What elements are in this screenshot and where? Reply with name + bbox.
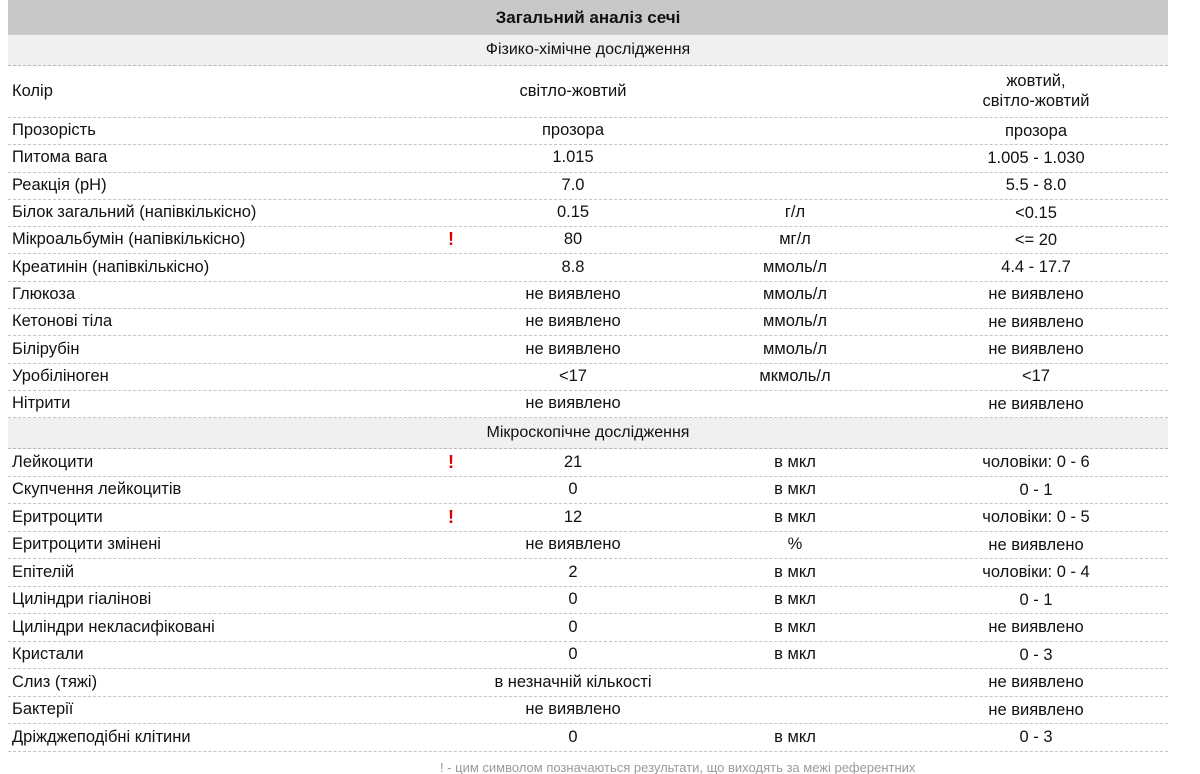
out-of-range-flag	[448, 723, 478, 751]
test-name: Кристали	[12, 645, 84, 664]
result-value: 7.0	[561, 175, 585, 194]
reference-range: не виявлено	[988, 673, 1084, 692]
unit: ммоль/л	[763, 312, 827, 331]
reference-range: 0 - 1	[1019, 590, 1053, 609]
unit	[720, 668, 870, 696]
out-of-range-flag: !	[448, 229, 454, 250]
out-of-range-flag	[448, 558, 478, 586]
result-value: 0	[568, 590, 578, 609]
table-row	[8, 668, 1168, 697]
result-value: 80	[563, 230, 583, 249]
result-value: 2	[568, 562, 578, 581]
table-row	[8, 308, 1168, 336]
table-row	[8, 335, 1168, 363]
unit: г/л	[784, 203, 806, 222]
reference-range: не виявлено	[988, 394, 1084, 413]
test-name: Циліндри гіалінові	[12, 590, 152, 609]
unit: мкмоль/л	[759, 366, 831, 385]
reference-range: 1.005 - 1.030	[987, 148, 1085, 167]
table-row	[8, 476, 1168, 505]
out-of-range-flag	[448, 65, 478, 117]
table-row	[8, 586, 1168, 615]
reference-range: не виявлено	[988, 700, 1084, 719]
unit: в мкл	[774, 507, 816, 526]
out-of-range-flag	[448, 696, 478, 724]
reference-range: 4.4 - 17.7	[1001, 258, 1071, 277]
test-name: Мікроальбумін (напівкількісно)	[12, 230, 246, 249]
out-of-range-flag	[448, 308, 478, 335]
reference-range: не виявлено	[988, 340, 1084, 359]
table-row	[8, 226, 1168, 254]
reference-range: не виявлено	[988, 285, 1084, 304]
out-of-range-flag	[448, 476, 478, 504]
table-row	[8, 641, 1168, 670]
unit	[720, 117, 870, 144]
result-value: прозора	[541, 121, 604, 140]
test-name: Дріжджеподібні клітини	[12, 727, 191, 746]
unit: в мкл	[774, 617, 816, 636]
report-title: Загальний аналіз сечі	[8, 0, 1168, 35]
unit: %	[787, 535, 803, 554]
result-value: не виявлено	[525, 535, 621, 554]
reference-range: не виявлено	[988, 535, 1084, 554]
result-value: 1.015	[552, 148, 594, 167]
out-of-range-flag	[448, 172, 478, 199]
unit: в мкл	[774, 727, 816, 746]
test-name: Питома вага	[12, 148, 108, 167]
section-heading-microscopic: Мікроскопічне дослідження	[8, 418, 1168, 449]
result-value: не виявлено	[525, 339, 621, 358]
table-row	[8, 448, 1168, 477]
test-name: Еритроцити	[12, 507, 103, 526]
table-row	[8, 696, 1168, 725]
out-of-range-flag	[448, 531, 478, 559]
out-of-range-flag	[448, 335, 478, 362]
result-value: 0	[568, 617, 578, 636]
result-value: світло-жовтий	[519, 81, 627, 100]
table-row	[8, 144, 1168, 172]
result-value: не виявлено	[525, 394, 621, 413]
flag-footnote: ! - цим символом позначаються результати, що виходять за межі референтних	[440, 760, 916, 774]
result-value: 8.8	[561, 257, 585, 276]
unit	[720, 696, 870, 724]
test-name: Циліндри некласифіковані	[12, 617, 215, 636]
unit	[720, 65, 870, 117]
reference-range: прозора	[1004, 121, 1067, 140]
out-of-range-flag	[448, 254, 478, 281]
reference-range: чоловіки: 0 - 5	[982, 508, 1090, 527]
result-value: <17	[559, 366, 587, 385]
test-name: Колір	[12, 81, 53, 100]
table-row	[8, 723, 1168, 752]
out-of-range-flag	[448, 390, 478, 417]
reference-range: 5.5 - 8.0	[1005, 176, 1067, 195]
test-name: Кетонові тіла	[12, 312, 113, 331]
test-name: Слиз (тяжі)	[12, 672, 98, 691]
test-name: Скупчення лейкоцитів	[12, 480, 182, 499]
out-of-range-flag: !	[448, 451, 454, 472]
test-name: Еритроцити змінені	[12, 535, 161, 554]
test-name: Глюкоза	[12, 284, 76, 303]
reference-range: жовтий, світло-жовтий	[982, 72, 1090, 110]
unit: ммоль/л	[763, 339, 827, 358]
result-value: не виявлено	[525, 700, 621, 719]
out-of-range-flag	[448, 199, 478, 226]
reference-range: чоловіки: 0 - 4	[982, 563, 1090, 582]
reference-range: не виявлено	[988, 618, 1084, 637]
result-value: не виявлено	[525, 312, 621, 331]
table-row	[8, 254, 1168, 282]
reference-range: чоловіки: 0 - 6	[982, 453, 1090, 472]
table-row	[8, 65, 1168, 118]
unit: мг/л	[779, 230, 811, 249]
reference-range: не виявлено	[988, 312, 1084, 331]
out-of-range-flag	[448, 668, 478, 696]
table-row	[8, 503, 1168, 532]
unit: в мкл	[774, 562, 816, 581]
out-of-range-flag	[448, 144, 478, 171]
unit	[720, 144, 870, 171]
unit	[720, 390, 870, 417]
table-row	[8, 613, 1168, 642]
test-name: Лейкоцити	[12, 452, 94, 471]
test-name: Уробіліноген	[12, 366, 109, 385]
section-heading-physchem: Фізико-хімічне дослідження	[8, 35, 1168, 66]
table-row	[8, 390, 1168, 418]
out-of-range-flag	[448, 641, 478, 669]
unit	[720, 172, 870, 199]
unit: в мкл	[774, 452, 816, 471]
test-name: Білірубін	[12, 339, 80, 358]
out-of-range-flag	[448, 586, 478, 614]
unit: ммоль/л	[763, 257, 827, 276]
result-value: 0	[568, 480, 578, 499]
reference-range: <= 20	[1014, 230, 1058, 249]
table-row	[8, 281, 1168, 309]
unit: в мкл	[774, 590, 816, 609]
reference-range: 0 - 3	[1019, 728, 1053, 747]
test-name: Креатинін (напівкількісно)	[12, 257, 210, 276]
out-of-range-flag: !	[448, 506, 454, 527]
result-value: 21	[563, 452, 583, 471]
table-row	[8, 363, 1168, 391]
unit: в мкл	[774, 480, 816, 499]
table-row	[8, 531, 1168, 560]
out-of-range-flag	[448, 613, 478, 641]
table-row	[8, 558, 1168, 587]
reference-range: 0 - 3	[1019, 645, 1053, 664]
test-name: Білок загальний (напівкількісно)	[12, 203, 257, 222]
result-value: 0	[568, 645, 578, 664]
result-value: 0.15	[556, 203, 590, 222]
test-name: Нітрити	[12, 394, 71, 413]
test-name: Бактерії	[12, 700, 74, 719]
table-row	[8, 117, 1168, 145]
test-name: Епітелій	[12, 562, 75, 581]
reference-range: <17	[1022, 367, 1050, 386]
result-value: 0	[568, 727, 578, 746]
table-row	[8, 172, 1168, 200]
result-value: не виявлено	[525, 284, 621, 303]
test-name: Прозорість	[12, 121, 96, 140]
reference-range: <0.15	[1015, 203, 1057, 222]
out-of-range-flag	[448, 281, 478, 308]
unit: в мкл	[774, 645, 816, 664]
out-of-range-flag	[448, 363, 478, 390]
test-name: Реакція (pH)	[12, 175, 107, 194]
result-value: в незначній кількості	[494, 672, 652, 691]
out-of-range-flag	[448, 117, 478, 144]
unit: ммоль/л	[763, 284, 827, 303]
result-value: 12	[563, 507, 583, 526]
table-row	[8, 199, 1168, 227]
reference-range: 0 - 1	[1019, 480, 1053, 499]
